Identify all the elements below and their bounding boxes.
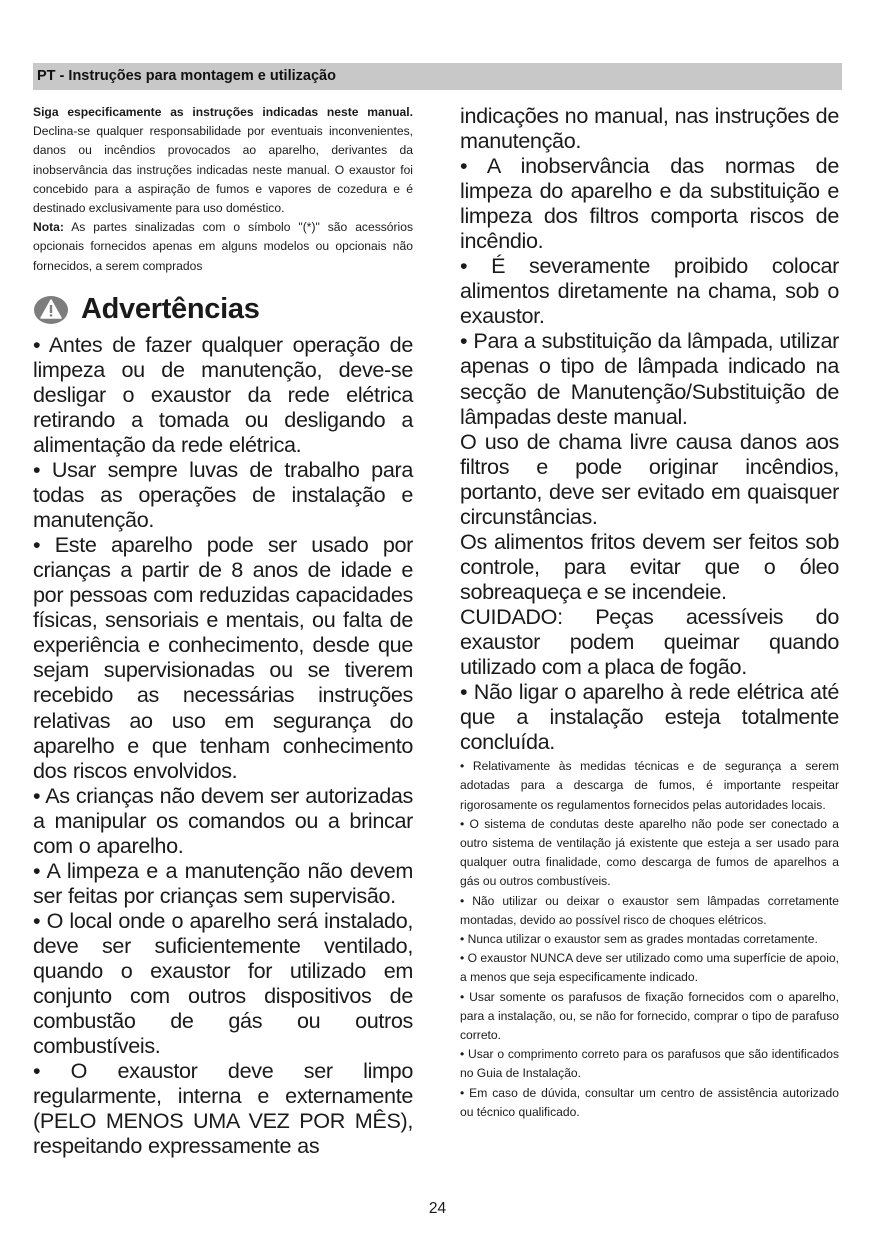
warning-paragraph: • A inobservância das normas de limpeza do aparelho e da substituição e limpeza dos filtros comporta riscos de incêndio. (460, 153, 839, 254)
left-column (33, 103, 413, 1158)
warning-paragraph: • Usar sempre luvas de trabalho para todas as operações de instalação e manutenção. (33, 457, 413, 533)
warning-paragraph: • Para a substituição da lâmpada, utilizar apenas o tipo de lâmpada indicado na secção de Manutenção/Substituição de lâmpadas deste manual. (460, 328, 839, 429)
warning-triangle-icon (33, 295, 69, 325)
intro-lead-text: Declina-se qualquer responsabilidade por eventuais inconvenientes, danos ou incêndios provocados ao aparelho, derivantes da inobservância das instruções indicadas neste manual. O exaustor foi concebido para a aspiração de fumos e vapores de cozedura e é destinado exclusivamente para uso doméstico. (33, 124, 413, 216)
warning-paragraph: • Não ligar o aparelho à rede elétrica até que a instalação esteja totalmente concluída. (460, 679, 839, 755)
section-header (33, 63, 842, 90)
warning-paragraph: Os alimentos fritos devem ser feitos sob controle, para evitar que o óleo sobreaqueça e se incendeie. (460, 528, 839, 604)
warning-paragraph: CUIDADO: Peças acessíveis do exaustor podem queimar quando utilizado com a placa de fogão. (460, 603, 839, 680)
intro-lead-bold: Siga especificamente as instruções indicadas neste manual. (33, 105, 413, 119)
technical-note: • Não utilizar ou deixar o exaustor sem lâmpadas corretamente montadas, devido ao possível risco de choques elétricos. (460, 893, 839, 927)
warning-paragraph: • Antes de fazer qualquer operação de limpeza ou de manutenção, deve-se desligar o exaustor da rede elétrica retirando a tomada ou desligando a alimentação da rede elétrica. (33, 331, 413, 458)
warning-paragraph: • Este aparelho pode ser usado por crianças a partir de 8 anos de idade e por pessoas com reduzidas capacidades físicas, sensoriais e mentais, ou falta de experiência e conhecimento, desde que sejam supervisionadas ou se tiverem recebido as necessárias instruções relativas ao uso em segurança do aparelho e que tenham conhecimento dos riscos envolvidos. (33, 532, 413, 783)
technical-note: • O sistema de condutas deste aparelho não pode ser conectado a outro sistema de ventilação já existente que esteja a ser usado para qualquer outra finalidade, como descarga de fumos de aparelhos a gás ou outros combustíveis. (460, 816, 839, 889)
warning-paragraph: O uso de chama livre causa danos aos filtros e pode originar incêndios, portanto, deve ser evitado em quaisquer circunstâncias. (460, 428, 839, 529)
technical-note: • Nunca utilizar o exaustor sem as grades montadas corretamente. (460, 932, 818, 947)
technical-note: • O exaustor NUNCA deve ser utilizado como uma superfície de apoio, a menos que seja especificamente indicado. (460, 951, 839, 985)
note-paragraph (33, 218, 413, 276)
intro-paragraph (33, 103, 413, 218)
warning-paragraph: • O local onde o aparelho será instalado, deve ser suficientemente ventilado, quando o exaustor for utilizado em conjunto com outros dispositivos de combustão de gás ou outros combustíveis. (33, 907, 413, 1059)
section-header-title: PT - Instruções para montagem e utilização (37, 68, 336, 84)
warnings-heading (33, 290, 413, 330)
technical-note: • Em caso de dúvida, consultar um centro de assistência autorizado ou técnico qualificado. (460, 1085, 839, 1119)
right-column (460, 103, 839, 1122)
warning-paragraph: • É severamente proibido colocar alimentos diretamente na chama, sob o exaustor. (460, 253, 839, 329)
warning-paragraph: • O exaustor deve ser limpo regularmente, interna e externamente (PELO MENOS UMA VEZ POR MÊS), respeitando expressamente as (33, 1058, 413, 1159)
technical-note: • Usar o comprimento correto para os parafusos que são identificados no Guia de Instalação. (460, 1047, 839, 1081)
warning-paragraph: indicações no manual, nas instruções de manutenção. (460, 103, 839, 154)
warning-paragraph: • A limpeza e a manutenção não devem ser feitas por crianças sem supervisão. (33, 857, 413, 908)
note-text: As partes sinalizadas com o símbolo "(*)" são acessórios opcionais fornecidos apenas em alguns modelos ou opcionais não fornecidos, a serem comprados (33, 220, 413, 273)
warnings-title: Advertências (81, 293, 260, 326)
warning-paragraph: • As crianças não devem ser autorizadas a manipular os comandos ou a brincar com o aparelho. (33, 782, 413, 858)
note-label: Nota: (33, 220, 64, 235)
technical-note: • Relativamente às medidas técnicas e de segurança a serem adotadas para a descarga de fumos, é importante respeitar rigorosamente os regulamentos fornecidos pelas autoridades locais. (460, 759, 839, 812)
page-number: 24 (428, 1200, 447, 1217)
technical-note: • Usar somente os parafusos de fixação fornecidos com o aparelho, para a instalação, ou, se não for fornecido, comprar o tipo de parafuso correto. (460, 989, 839, 1043)
